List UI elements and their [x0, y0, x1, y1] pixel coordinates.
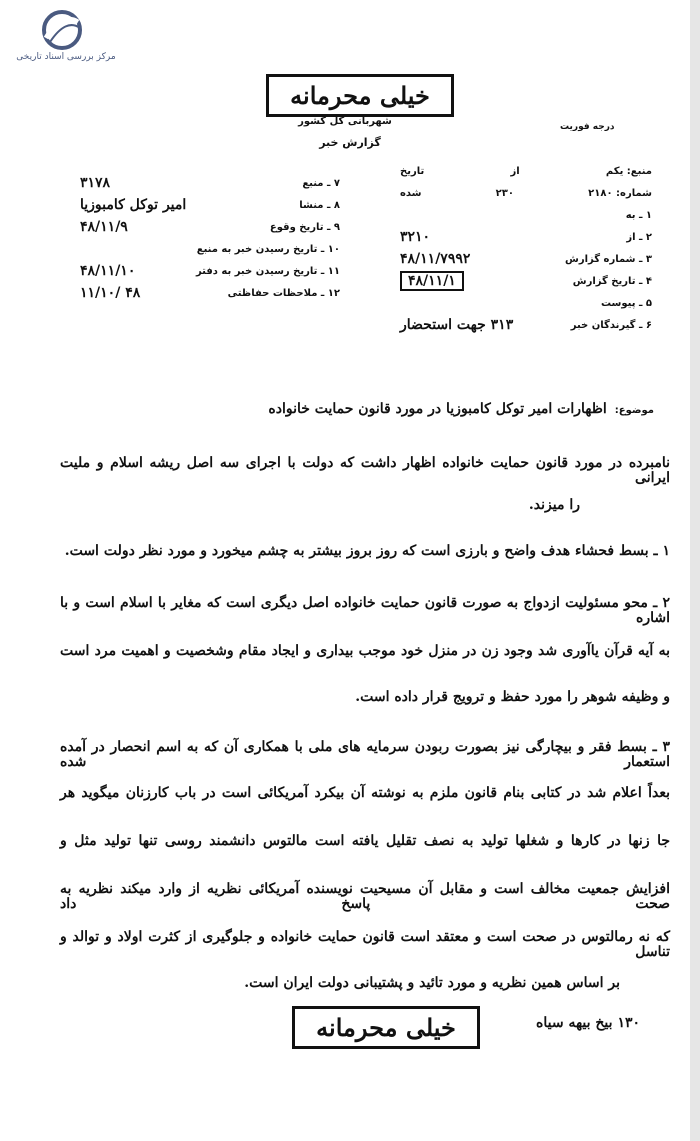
archive-logo-icon: [36, 8, 86, 52]
field-value: ۳۲۱۰: [400, 229, 431, 245]
body-line: و وظیفه شوهر را مورد حفظ و ترویج قرار داده است.: [355, 689, 670, 705]
field-row: [80, 172, 340, 194]
body-line: جا زنها در کارها و شغلها تولید به نصف تقلیل یافته است مالتوس دانشمند روسی تنها تولید مثل و: [60, 833, 670, 849]
body-line: بر اساس همین نظریه و مورد تائید و پشتیبانی دولت ایران است.: [244, 975, 620, 991]
body-line: نامبرده در مورد قانون حمایت خانواده اظهار داشت که دولت با اجرای سه اصل ریشه اسلام و ملیت ایرانی: [60, 455, 670, 486]
field-value: از: [510, 165, 520, 177]
field-value: ۴۸/۱۱/۱۰: [80, 263, 136, 279]
field-value: ۳۱۳ جهت استحضار: [400, 317, 514, 333]
field-label: ۸ ـ منشا: [299, 199, 340, 211]
field-label: ۳ ـ شماره گزارش: [565, 253, 652, 265]
field-label: ۹ ـ تاریخ وقوع: [269, 221, 340, 233]
field-row: [80, 282, 340, 304]
page-edge: [690, 0, 700, 1141]
field-row: [400, 248, 652, 270]
field-label: ۱ ـ به: [625, 209, 652, 221]
subject-label: موضوع:: [614, 405, 654, 416]
field-row: [80, 238, 340, 260]
body-line: به آیه قرآن یاآوری شد وجود زن در منزل خود موجب بیداری و ایجاد مقام وشخصیت و اهمیت مرد است: [60, 643, 670, 659]
field-value: ۲۳۰: [495, 187, 514, 199]
field-label: ۱۰ ـ تاریخ رسیدن خبر به منبع: [196, 243, 340, 255]
field-row: [400, 292, 652, 314]
field-value: ۴۸/۱۱/۱: [400, 271, 464, 291]
body-line: بعداً اعلام شد در کتابی بنام قانون ملزم به نوشته آن بیکرد آمریکائی است در باب کارزنان میگوید هر: [60, 785, 670, 801]
body-line: ۲ ـ محو مسئولیت ازدواج به صورت قانون حمایت خانواده اصل دیگری است که مغایر با اسلام است و با اشاره: [60, 595, 670, 626]
left-fields: [80, 172, 340, 304]
body-line: را میزند.: [528, 497, 580, 513]
field-value: ۴۸ /۱۱/۱۰: [80, 285, 141, 301]
field-row: [400, 270, 652, 292]
field-row: [80, 260, 340, 282]
bottom-secret-stamp: خیلی محرمانه: [292, 1006, 480, 1049]
right-fields: [400, 160, 652, 336]
field-row: [400, 182, 652, 204]
subject-text: اظهارات امیر توکل کامبوزیا در مورد قانون حمایت خانواده: [268, 401, 607, 417]
field-row: [400, 204, 652, 226]
field-row: [400, 226, 652, 248]
field-row: [80, 194, 340, 216]
secrecy-grade-label: درجه فوریت: [560, 122, 615, 132]
field-label: ۲ ـ از: [626, 231, 652, 243]
field-label: ۵ ـ پیوست: [600, 297, 652, 309]
field-label: ۱۲ ـ ملاحظات حفاظتی: [227, 287, 340, 299]
field-row: [400, 160, 652, 182]
field-value: ۴۸/۱۱/۷۹۹۲: [400, 251, 471, 267]
field-label: ۴ ـ تاریخ گزارش: [572, 275, 652, 287]
field-label: ۶ ـ گیرندگان خبر: [570, 319, 652, 331]
field-label: شماره: ۲۱۸۰: [588, 187, 652, 199]
report-title: گزارش خبر: [319, 136, 381, 149]
body-line: ۱ ـ بسط فحشاء هدف واضح و بارزی است که روز بروز بیشتر به چشم میخورد و مورد نظر دولت است.: [64, 543, 670, 559]
field-value: ۳۱۷۸: [80, 175, 111, 191]
body-line: که نه رمالتوس در صحت است و معتقد است قانون حمایت خانواده و جلوگیری از کثرت اولاد و توالد و تناسل: [60, 929, 670, 960]
field-label: منبع: یکم: [605, 165, 652, 177]
field-value: امیر توکل کامبوزیا: [80, 197, 187, 213]
top-secret-stamp: خیلی محرمانه: [266, 74, 454, 117]
body-line: ۳ ـ بسط فقر و بیچارگی نیز بصورت ربودن سرمایه های ملی با همکاری آن که به اسم انحصار در آمده استعمار شده: [60, 739, 670, 770]
subject-line: [64, 402, 654, 417]
field-label: ۷ ـ منبع: [302, 177, 340, 189]
signature: ۱۳۰ بیخ بیهه سیاه: [536, 1015, 640, 1031]
logo-caption: مرکز بررسی اسناد تاریخی: [16, 52, 116, 62]
body-line: افزایش جمعیت مخالف است و مقابل آن مسیحیت نویسنده آمریکائی نظریه از وارد میکند نظریه به صحت پاسخ داد: [60, 881, 670, 912]
field-row: [80, 216, 340, 238]
field-row: [400, 314, 652, 336]
field-label: ۱۱ ـ تاریخ رسیدن خبر به دفتر: [195, 265, 340, 277]
organization-name: شهربانی کل کشور: [298, 116, 392, 127]
field-extra: شده: [400, 187, 422, 199]
field-value: ۴۸/۱۱/۹: [80, 219, 128, 235]
field-extra: تاریخ: [400, 165, 425, 177]
